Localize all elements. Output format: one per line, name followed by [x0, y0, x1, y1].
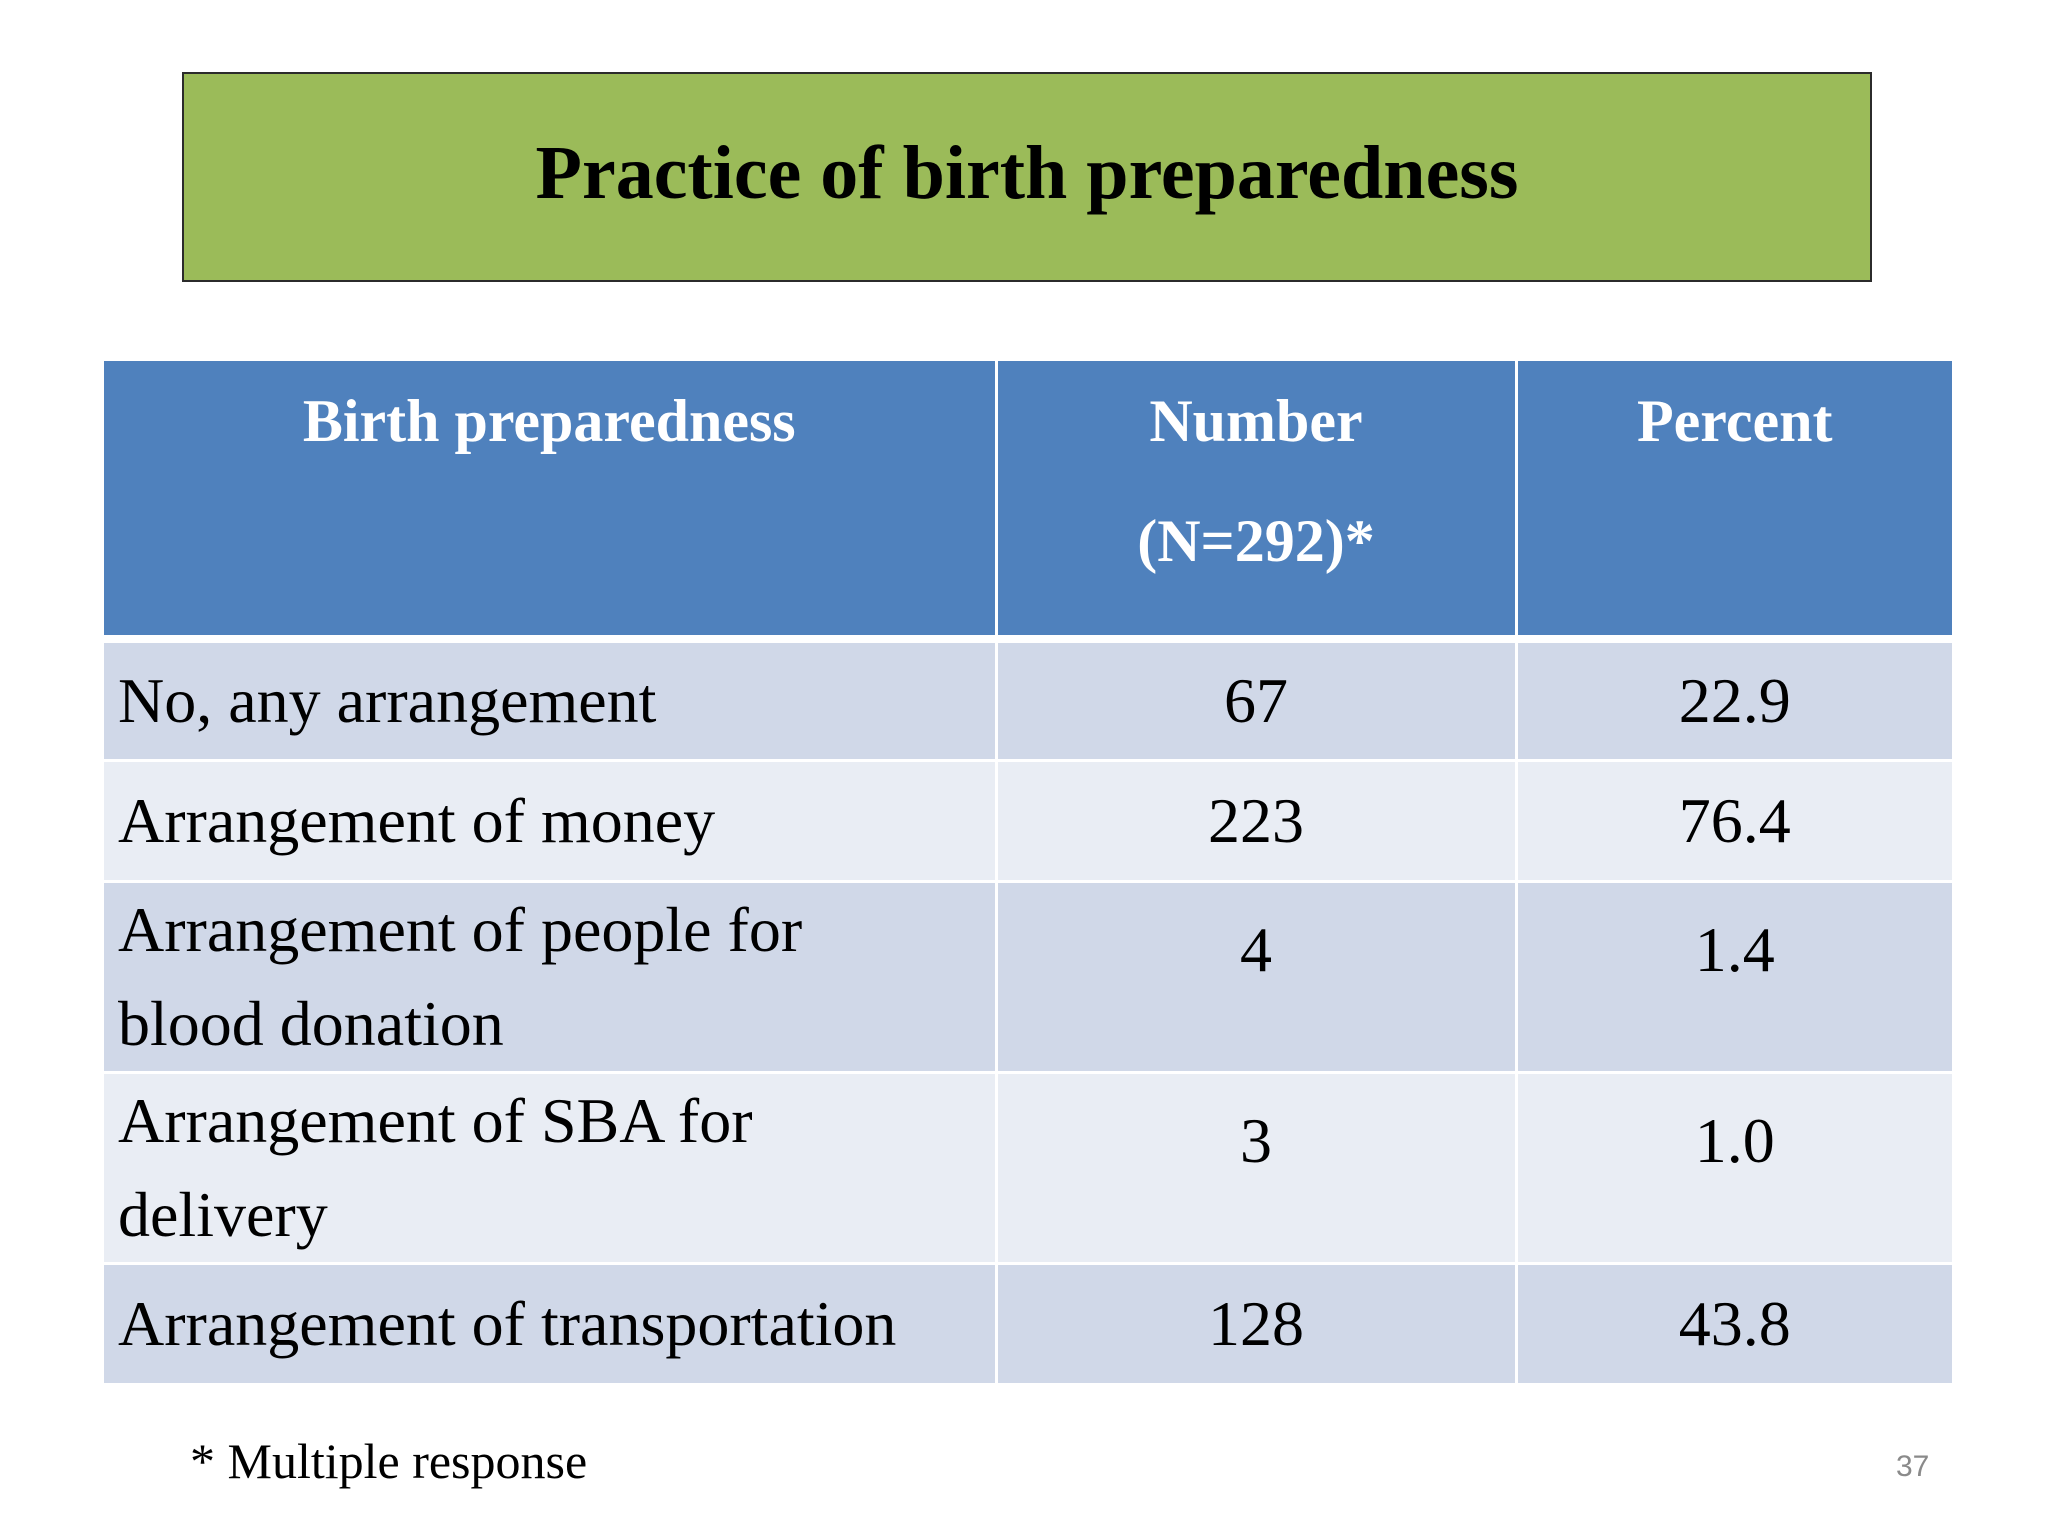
- slide-number: 37: [1896, 1450, 1930, 1483]
- row-label: Arrangement of transportation: [104, 1263, 996, 1384]
- row-percent: 22.9: [1516, 639, 1952, 760]
- table-row: [104, 881, 1952, 1072]
- row-label: Arrangement of money: [104, 760, 996, 881]
- header-percent: [1516, 361, 1952, 639]
- table-row: [104, 639, 1952, 760]
- row-number: 4: [996, 881, 1516, 1072]
- row-number: 3: [996, 1072, 1516, 1263]
- header-birth-preparedness-label: Birth preparedness: [302, 388, 796, 454]
- header-percent-label: Percent: [1637, 388, 1833, 454]
- row-label: Arrangement of people for blood donation: [104, 881, 996, 1072]
- table-row: [104, 760, 1952, 881]
- row-percent: 1.4: [1516, 881, 1952, 1072]
- table-row: [104, 1263, 1952, 1384]
- row-number: 128: [996, 1263, 1516, 1384]
- header-number-sample-size: (N=292)*: [1137, 508, 1375, 574]
- slide-title-box: [182, 72, 1872, 282]
- header-number-label: Number: [1149, 388, 1363, 454]
- row-number: 223: [996, 760, 1516, 881]
- slide-title: Practice of birth preparedness: [535, 130, 1519, 215]
- footnote: * Multiple response: [190, 1433, 588, 1489]
- table-row: [104, 1072, 1952, 1263]
- row-percent: 1.0: [1516, 1072, 1952, 1263]
- row-percent: 43.8: [1516, 1263, 1952, 1384]
- row-label: No, any arrangement: [104, 639, 996, 760]
- birth-preparedness-table: [104, 361, 1952, 1386]
- header-number: [996, 361, 1516, 639]
- row-label: Arrangement of SBA for delivery: [104, 1072, 996, 1263]
- table-header-row: [104, 361, 1952, 639]
- header-birth-preparedness: [104, 361, 996, 639]
- row-percent: 76.4: [1516, 760, 1952, 881]
- row-number: 67: [996, 639, 1516, 760]
